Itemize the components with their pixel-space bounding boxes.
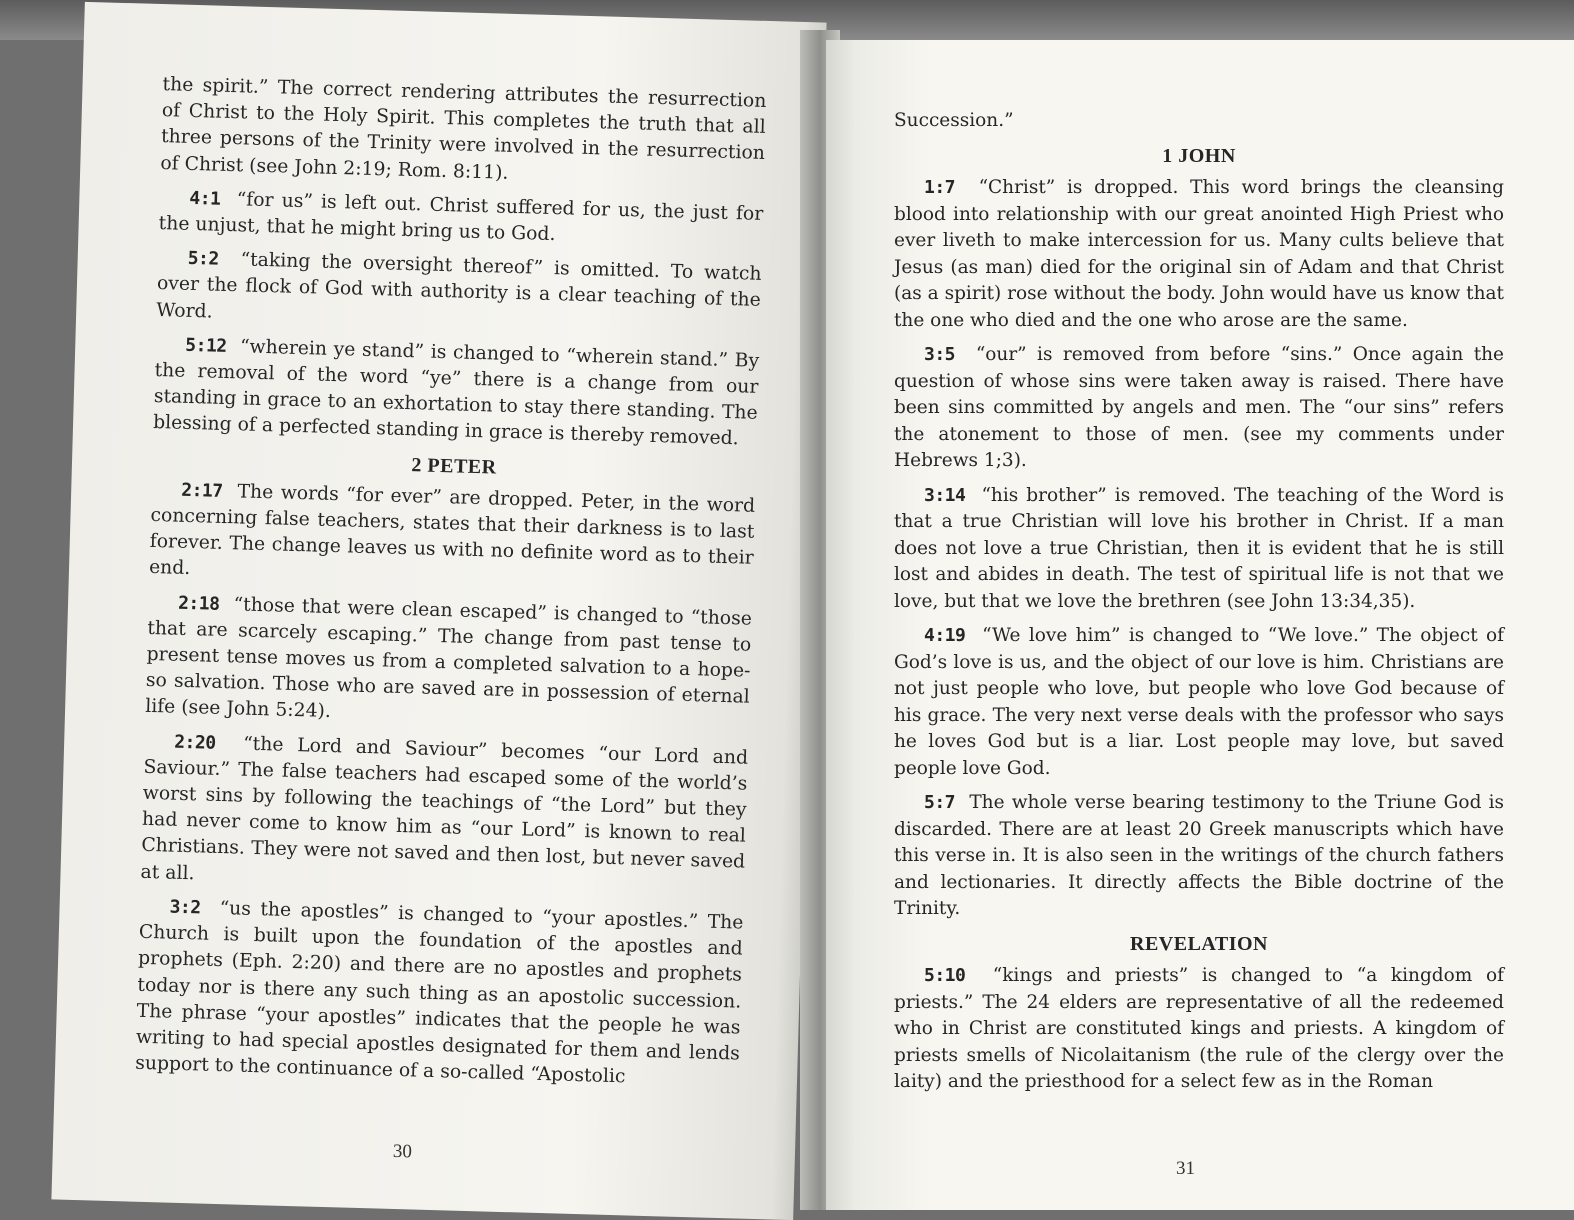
verse-reference: 4:1: [189, 187, 221, 210]
page-number-left: 30: [392, 1140, 413, 1163]
verse-reference: 5:2: [187, 248, 220, 270]
verse-paragraph: [145, 590, 752, 738]
left-page: [51, 2, 826, 1220]
verse-paragraph: [894, 963, 1504, 1096]
paragraph-text: “wherein ye stand” is changed to “wherein stand.” By the removal of the word “ye” there is a change from our standing in grace to an exhortation to stay there standing. The blessing of a perfected standing in grace is thereby removed.: [152, 336, 760, 450]
verse-reference: 2:18: [177, 592, 220, 615]
paragraph-text: “us the apostles” is changed to “your apostles.” The Church is built upon the foundation of the apostles and prophets (Eph. 2:20) and there are no apostles and prophets today nor is there any such thing as an apostolic succession. The phrase “your apostles” indicates that the people he was writing to had special apostles designated for them and lends support to the continuance of a so-called “Apostolic: [134, 897, 744, 1088]
verse-paragraph: [153, 332, 760, 454]
paragraph-text: “We love him” is changed to “We love.” The object of God’s love is us, and the object of our love is him. Christians are not just people who love, but people who love God because of his grace. The very next verse deals with the professor who says he loves God but is a liar. Lost people may love, but saved people love God.: [894, 625, 1504, 779]
verse-reference: 5:7: [924, 792, 956, 813]
paragraph-text: “his brother” is removed. The teaching of the Word is that a true Christian will love his brother in Christ. If a man does not love a true Christian, then it is evident that he is still lost and abides in death. The test of spiritual life is not that we love, but that we love the brethren (see John 13:34,35).: [894, 484, 1504, 612]
verse-reference: 3:2: [169, 896, 201, 919]
paragraph-text: “our” is removed from before “sins.” Once again the question of whose sins were taken away is raised. There have been sins committed by angels and men. The “our sins” refers the atonement to those of men. (see my comments under Hebrews 1;3).: [894, 344, 1504, 471]
page-number-right: 31: [1176, 1158, 1195, 1179]
right-page: [826, 40, 1574, 1210]
continued-paragraph: [894, 108, 1504, 135]
left-page-text: [135, 72, 767, 1094]
paragraph-text: The whole verse bearing testimony to the Triune God is discarded. There are at least 20 Greek manuscripts which have this verse in. It is also seen in the writings of the church fathers and lectionaries. It directly affects the Bible doctrine of the Trinity.: [894, 792, 1504, 919]
verse-paragraph: [894, 483, 1504, 616]
paragraph-text: “those that were clean escaped” is changed to “those that are scarcely escaping.” The change from past tense to present tense moves us from a completed salvation to a hope-so salvation. Those who are saved are in possession of eternal life (see John 5:24).: [144, 593, 753, 723]
verse-reference: 3:14: [924, 484, 966, 506]
verse-paragraph: [156, 245, 762, 340]
continued-paragraph: [160, 72, 767, 194]
verse-reference: 1:7: [924, 177, 956, 198]
paragraph-text: “Christ” is dropped. This word brings the cleansing blood into relationship with our great anointed High Priest who ever liveth to make intercession for us. Many cults believe that Jesus (as man) died for the original sin of Adam and that Christ (as a spirit) rose without the body. John would have us know that the one who died and the one who arose are the same.: [894, 177, 1505, 331]
paragraph-text: the spirit.” The correct rendering attributes the resurrection of Christ to the Holy Spirit. This completes the truth that all three persons of the Trinity were involved in the resurrection of Christ (see John 2:19; Rom. 8:11).: [160, 74, 767, 184]
verse-reference: 4:19: [924, 625, 966, 646]
verse-paragraph: [894, 623, 1504, 782]
verse-paragraph: [158, 185, 763, 254]
paragraph-text: “taking the oversight thereof” is omitted. To watch over the flock of God with authority is a clear teaching of the Word.: [155, 249, 762, 323]
verse-paragraph: [894, 790, 1504, 923]
verse-paragraph: [894, 342, 1504, 475]
paragraph-text: “kings and priests” is changed to “a kingdom of priests.” The 24 elders are representative of all the redeemed who in Christ are constituted kings and priests. A kingdom of priests smells of Nicolaitanism (the rule of the clergy over the laity) and the priesthood for a select few as in the Roman: [894, 965, 1504, 1092]
verse-reference: 3:5: [924, 344, 956, 365]
right-page-text: [894, 108, 1504, 1096]
section-heading: REVELATION: [1130, 932, 1268, 955]
paragraph-text: The words “for ever” are dropped. Peter, in the word concerning false teachers, states that their darkness is to last forever. The change leaves us with no definite word as to their end.: [148, 481, 756, 580]
verse-paragraph: [140, 728, 748, 902]
section-heading: 2 PETER: [411, 453, 497, 479]
paragraph-text: “for us” is left out. Christ suffered for us, the just for the unjust, that he might bring us to God.: [158, 189, 764, 246]
verse-paragraph: [135, 894, 744, 1094]
section-heading: 1 JOHN: [1162, 144, 1236, 167]
verse-reference: 2:17: [180, 479, 223, 502]
verse-paragraph: [149, 477, 756, 599]
verse-reference: 2:20: [173, 731, 216, 754]
verse-paragraph: [894, 175, 1504, 334]
paragraph-text: Succession.”: [894, 110, 1014, 131]
verse-reference: 5:12: [185, 334, 227, 357]
paragraph-text: “the Lord and Saviour” becomes “our Lord and Saviour.” The false teachers had escaped some of the world’s worst sins by following the teachings of “the Lord” but they had never come to know him as “our Lord” is known to real Christians. They were not saved and then lost, but never saved at all.: [140, 733, 749, 884]
verse-reference: 5:10: [924, 965, 966, 986]
